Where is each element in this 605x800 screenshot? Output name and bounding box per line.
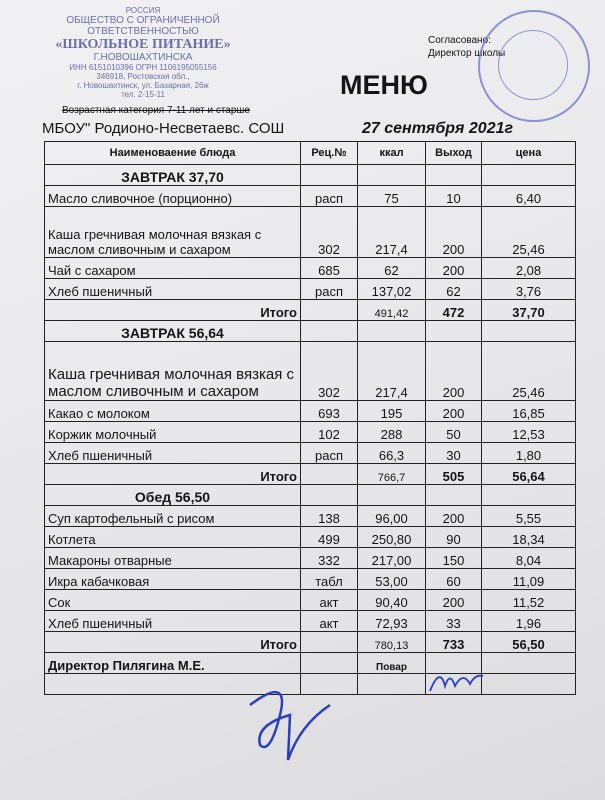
recipe-no: 499 [301, 527, 358, 548]
recipe-no: 685 [301, 258, 358, 279]
col-recipe: Рец.№ [301, 142, 358, 165]
yield: 62 [426, 279, 482, 300]
table-row [45, 401, 576, 422]
kcal: 217,00 [358, 548, 426, 569]
yield: 200 [426, 258, 482, 279]
dish-name: Котлета [45, 527, 301, 548]
yield: 200 [426, 590, 482, 611]
price: 25,46 [482, 207, 576, 258]
director-label: Директор Пилягина М.Е. [45, 653, 301, 674]
yield: 10 [426, 186, 482, 207]
table-row [45, 590, 576, 611]
yield-total: 472 [426, 300, 482, 321]
school-name: МБОУ" Родионо-Несветаевс. СОШ [42, 120, 285, 137]
price: 2,08 [482, 258, 576, 279]
empty-cell [482, 165, 576, 186]
menu-table [44, 141, 576, 695]
table-row [45, 527, 576, 548]
total-row [45, 464, 576, 485]
approval-label: Согласовано: [428, 35, 491, 46]
section-row [45, 165, 576, 186]
empty-cell [45, 674, 301, 695]
recipe-no: 693 [301, 401, 358, 422]
kcal: 137,02 [358, 279, 426, 300]
table-row [45, 279, 576, 300]
kcal-total: 766,7 [358, 464, 426, 485]
table-row [45, 342, 576, 401]
table-row [45, 443, 576, 464]
table-row [45, 569, 576, 590]
empty-cell [358, 674, 426, 695]
dish-name: Каша гречнивая молочная вязкая с маслом сливочным и сахаром [45, 342, 301, 401]
col-kcal: ккал [358, 142, 426, 165]
yield: 30 [426, 443, 482, 464]
kcal: 96,00 [358, 506, 426, 527]
kcal: 288 [358, 422, 426, 443]
price: 16,85 [482, 401, 576, 422]
empty-cell [426, 485, 482, 506]
dish-name: Хлеб пшеничный [45, 611, 301, 632]
empty-cell [482, 321, 576, 342]
dish-name: Коржик молочный [45, 422, 301, 443]
dish-name: Каша гречнивая молочная вязкая с маслом сливочным и сахаром [45, 207, 301, 258]
section-title: ЗАВТРАК 56,64 [45, 321, 301, 342]
recipe-no: расп [301, 186, 358, 207]
kcal: 72,93 [358, 611, 426, 632]
price: 3,76 [482, 279, 576, 300]
yield: 60 [426, 569, 482, 590]
price-total: 37,70 [482, 300, 576, 321]
empty-cell [358, 321, 426, 342]
recipe-no: 302 [301, 342, 358, 401]
price: 8,04 [482, 548, 576, 569]
col-yield: Выход [426, 142, 482, 165]
section-title: ЗАВТРАК 37,70 [45, 165, 301, 186]
yield-total: 505 [426, 464, 482, 485]
signature-row [45, 653, 576, 674]
recipe-no: табл [301, 569, 358, 590]
dish-name: Суп картофельный с рисом [45, 506, 301, 527]
col-price: цена [482, 142, 576, 165]
total-row [45, 632, 576, 653]
recipe-no: акт [301, 590, 358, 611]
price: 1,80 [482, 443, 576, 464]
table-row [45, 548, 576, 569]
yield: 90 [426, 527, 482, 548]
empty-cell [301, 165, 358, 186]
yield: 200 [426, 506, 482, 527]
section-row [45, 485, 576, 506]
empty-cell [482, 674, 576, 695]
recipe-no-total [301, 300, 358, 321]
page-title: МЕНЮ [340, 70, 428, 100]
kcal: 250,80 [358, 527, 426, 548]
kcal: 62 [358, 258, 426, 279]
empty-cell [426, 321, 482, 342]
table-row [45, 506, 576, 527]
empty-cell [426, 674, 482, 695]
recipe-no: расп [301, 443, 358, 464]
kcal: 66,3 [358, 443, 426, 464]
recipe-no: 138 [301, 506, 358, 527]
empty-cell [301, 321, 358, 342]
recipe-no-total [301, 632, 358, 653]
empty-cell [358, 485, 426, 506]
empty-cell [426, 653, 482, 674]
price: 12,53 [482, 422, 576, 443]
yield: 200 [426, 342, 482, 401]
table-row [45, 207, 576, 258]
empty-cell [301, 485, 358, 506]
empty-cell [482, 485, 576, 506]
section-row [45, 321, 576, 342]
price: 11,52 [482, 590, 576, 611]
dish-name: Чай с сахаром [45, 258, 301, 279]
kcal-total: 780,13 [358, 632, 426, 653]
recipe-no: 332 [301, 548, 358, 569]
empty-cell [482, 653, 576, 674]
table-row [45, 186, 576, 207]
kcal: 75 [358, 186, 426, 207]
yield-total: 733 [426, 632, 482, 653]
dish-name: Икра кабачковая [45, 569, 301, 590]
school-seal-icon [478, 10, 590, 122]
total-label: Итого [45, 300, 301, 321]
empty-cell [301, 674, 358, 695]
empty-cell [301, 653, 358, 674]
price: 1,96 [482, 611, 576, 632]
table-row [45, 611, 576, 632]
table-row [45, 258, 576, 279]
organization-stamp: РОССИЯ ОБЩЕСТВО С ОГРАНИЧЕННОЙ ОТВЕТСТВЕННОСТЬЮ «ШКОЛЬНОЕ ПИТАНИЕ» Г.НОВОШАХТИНСКА ИНН 6151010396 ОГРН 1106195055156 346918, Ростовская обл., г. Новошахтинск, ул. Базарная, 26ж тел. 2-15-11 [55, 6, 231, 99]
empty-cell [358, 165, 426, 186]
recipe-no-total [301, 464, 358, 485]
dish-name: Какао с молоком [45, 401, 301, 422]
menu-date: 27 сентября 2021г [362, 120, 514, 137]
recipe-no: расп [301, 279, 358, 300]
col-dish: Наименоваение блюда [45, 142, 301, 165]
table-row [45, 422, 576, 443]
empty-cell [426, 165, 482, 186]
yield: 50 [426, 422, 482, 443]
dish-name: Хлеб пшеничный [45, 279, 301, 300]
empty-row [45, 674, 576, 695]
recipe-no: 102 [301, 422, 358, 443]
dish-name: Сок [45, 590, 301, 611]
dish-name: Хлеб пшеничный [45, 443, 301, 464]
price-total: 56,50 [482, 632, 576, 653]
yield: 33 [426, 611, 482, 632]
dish-name: Макароны отварные [45, 548, 301, 569]
age-category: Возрастная категория 7-11 лет и старше [62, 105, 250, 116]
kcal-total: 491,42 [358, 300, 426, 321]
dish-name: Масло сливочное (порционно) [45, 186, 301, 207]
table-header [45, 142, 576, 165]
yield: 200 [426, 207, 482, 258]
price: 18,34 [482, 527, 576, 548]
yield: 150 [426, 548, 482, 569]
price: 6,40 [482, 186, 576, 207]
kcal: 217,4 [358, 207, 426, 258]
price: 25,46 [482, 342, 576, 401]
kcal: 195 [358, 401, 426, 422]
kcal: 217,4 [358, 342, 426, 401]
kcal: 53,00 [358, 569, 426, 590]
total-label: Итого [45, 464, 301, 485]
cook-label: Повар [358, 653, 426, 674]
total-row [45, 300, 576, 321]
price-total: 56,64 [482, 464, 576, 485]
price: 11,09 [482, 569, 576, 590]
total-label: Итого [45, 632, 301, 653]
section-title: Обед 56,50 [45, 485, 301, 506]
approval-director: Директор школы [428, 48, 506, 59]
yield: 200 [426, 401, 482, 422]
price: 5,55 [482, 506, 576, 527]
kcal: 90,40 [358, 590, 426, 611]
recipe-no: 302 [301, 207, 358, 258]
recipe-no: акт [301, 611, 358, 632]
